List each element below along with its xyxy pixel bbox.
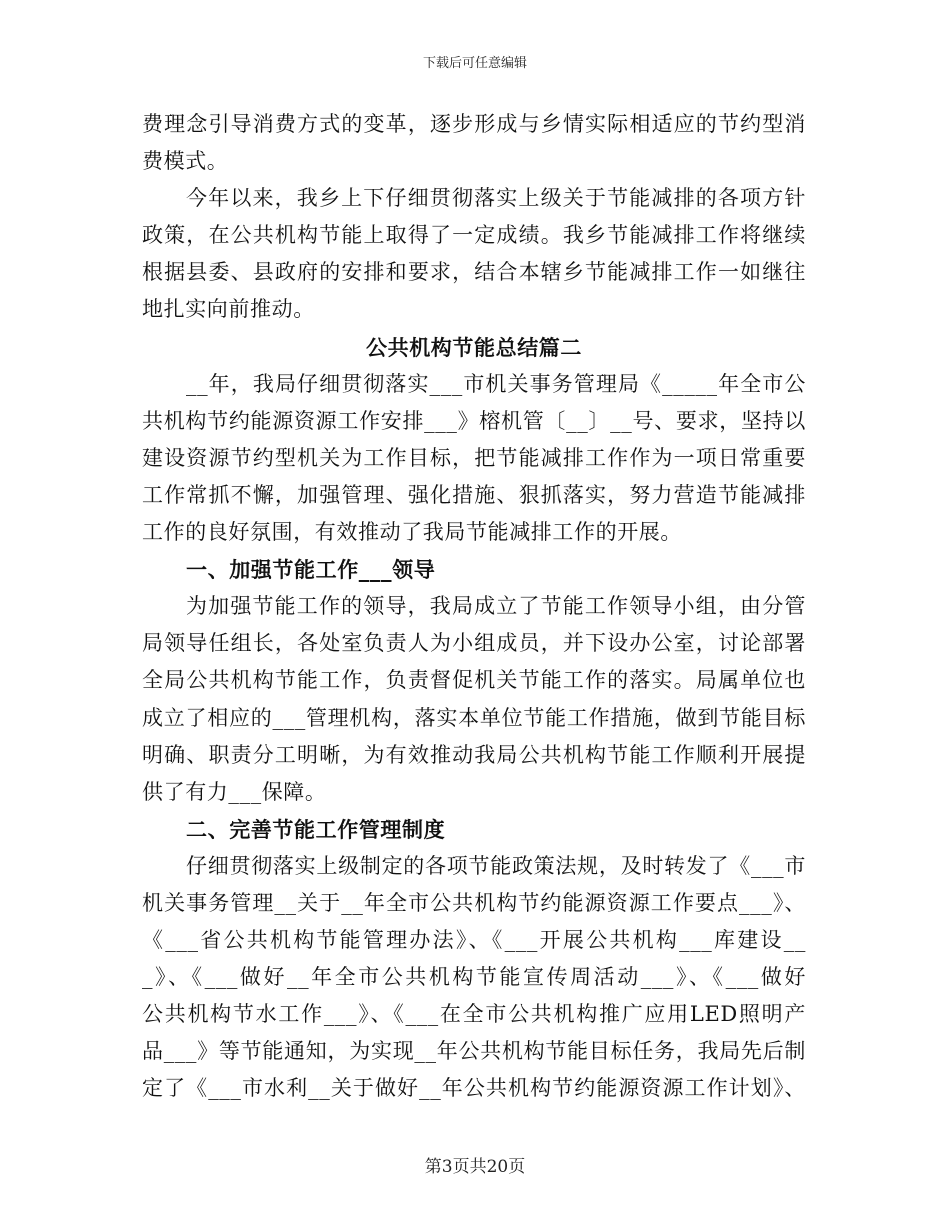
paragraph-line: 费理念引导消费方式的变革，逐步形成与乡情实际相适应的节约型消 bbox=[142, 112, 806, 136]
paragraph-line: 机关事务管理__关于__年全市公共机构节约能源资源工作要点___》、 bbox=[142, 890, 806, 915]
paragraph-line: 费模式。 bbox=[142, 149, 229, 174]
paragraph-line: 工作常抓不懈，加强管理、强化措施、狠抓落实，努力营造节能减排 bbox=[142, 482, 806, 507]
subheading: 一、加强节能工作___领导 bbox=[186, 557, 436, 583]
paragraph-line: 全局公共机构节能工作，负责督促机关节能工作的落实。局属单位也 bbox=[142, 668, 806, 693]
paragraph-line: 根据县委、县政府的安排和要求，结合本辖乡节能减排工作一如继往 bbox=[142, 260, 806, 285]
paragraph-line: 今年以来，我乡上下仔细贯彻落实上级关于节能减排的各项方针 bbox=[186, 186, 806, 211]
document-body bbox=[142, 106, 806, 1108]
subheading: 二、完善节能工作管理制度 bbox=[186, 816, 446, 842]
paragraph-line: 共机构节约能源资源工作安排___》榕机管〔__〕__号、要求，坚持以 bbox=[142, 408, 806, 433]
paragraph-line: 为加强节能工作的领导，我局成立了节能工作领导小组，由分管 bbox=[186, 594, 806, 619]
page-footer: 第3页共20页 bbox=[424, 1157, 526, 1177]
paragraph-line: 成立了相应的___管理机构，落实本单位节能工作措施，做到节能目标 bbox=[142, 705, 806, 730]
paragraph-line: 局领导任组长，各处室负责人为小组成员，并下设办公室，讨论部署 bbox=[142, 631, 806, 656]
paragraph-line: 定了《___市水利__关于做好__年公共机构节约能源资源工作计划》、 bbox=[142, 1076, 806, 1101]
paragraph-line: 工作的良好氛围，有效推动了我局节能减排工作的开展。 bbox=[142, 520, 682, 545]
paragraph-line: 公共机构节水工作___》、《___在全市公共机构推广应用LED照明产 bbox=[142, 1002, 806, 1027]
paragraph-line: 建设资源节约型机关为工作目标，把节能减排工作作为一项日常重要 bbox=[142, 445, 806, 470]
paragraph-line: _》、《___做好__年全市公共机构节能宣传周活动___》、《___做好 bbox=[142, 965, 806, 990]
paragraph-line: 政策，在公共机构节能上取得了一定成绩。我乡节能减排工作将继续 bbox=[142, 223, 806, 248]
paragraph-line: 仔细贯彻落实上级制定的各项节能政策法规，及时转发了《___市 bbox=[186, 853, 806, 878]
paragraph-line: 品___》等节能通知，为实现__年公共机构节能目标任务，我局先后制 bbox=[142, 1039, 806, 1064]
paragraph-line: __年，我局仔细贯彻落实___市机关事务管理局《_____年全市公 bbox=[186, 371, 806, 396]
paragraph-line: 《___省公共机构节能管理办法》、《___开展公共机构___库建设__ bbox=[142, 928, 806, 953]
paragraph-line: 供了有力___保障。 bbox=[142, 779, 327, 804]
section-title: 公共机构节能总结篇二 bbox=[366, 334, 582, 360]
paragraph-line: 地扎实向前推动。 bbox=[142, 297, 315, 322]
paragraph-line: 明确、职责分工明晰，为有效推动我局公共机构节能工作顺利开展提 bbox=[142, 742, 806, 767]
page-header: 下载后可任意编辑 bbox=[422, 56, 527, 71]
